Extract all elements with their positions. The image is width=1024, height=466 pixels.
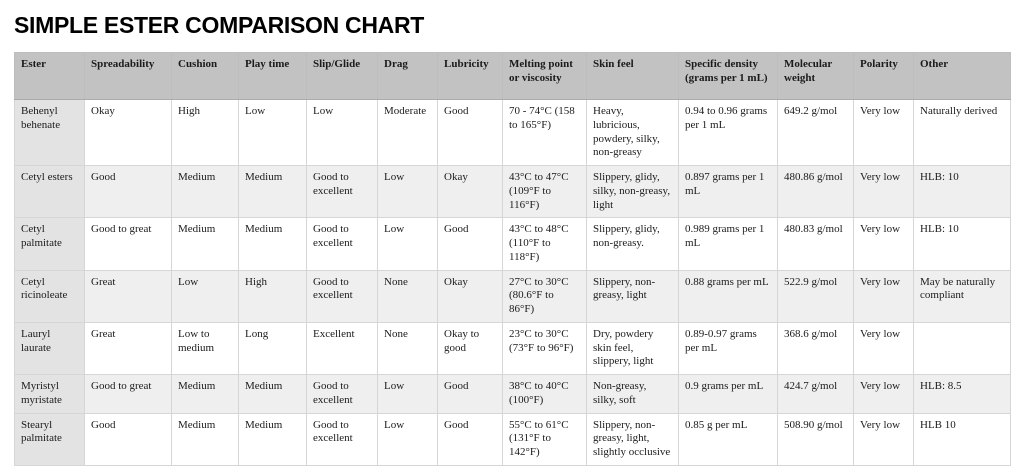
cell: Good to great xyxy=(85,375,172,414)
cell: HLB: 10 xyxy=(914,218,1011,270)
cell: Dry, powdery skin feel, slippery, light xyxy=(587,322,679,374)
cell: Good xyxy=(438,375,503,414)
cell: 0.85 g per mL xyxy=(679,413,778,465)
column-header-spreadability: Spreadability xyxy=(85,53,172,100)
cell: Good xyxy=(438,218,503,270)
cell: Very low xyxy=(854,322,914,374)
cell: Low xyxy=(307,100,378,166)
cell: 424.7 g/mol xyxy=(778,375,854,414)
cell: Good to excellent xyxy=(307,218,378,270)
cell: HLB 10 xyxy=(914,413,1011,465)
cell xyxy=(914,322,1011,374)
cell: 368.6 g/mol xyxy=(778,322,854,374)
cell: Low xyxy=(378,166,438,218)
cell: 0.9 grams per mL xyxy=(679,375,778,414)
column-header-skin-feel: Skin feel xyxy=(587,53,679,100)
cell: Heavy, lubricious, powdery, silky, non-greasy xyxy=(587,100,679,166)
cell: 0.94 to 0.96 grams per 1 mL xyxy=(679,100,778,166)
table-row xyxy=(15,166,1011,218)
cell: 0.989 grams per 1 mL xyxy=(679,218,778,270)
column-header-molecular-weight: Molecular weight xyxy=(778,53,854,100)
cell: Good xyxy=(438,413,503,465)
cell: 480.83 g/mol xyxy=(778,218,854,270)
cell: Great xyxy=(85,270,172,322)
row-header-cell: Cetyl esters xyxy=(15,166,85,218)
cell: Good xyxy=(438,100,503,166)
header-row xyxy=(15,53,1011,100)
cell: Very low xyxy=(854,218,914,270)
cell: May be naturally compliant xyxy=(914,270,1011,322)
cell: 508.90 g/mol xyxy=(778,413,854,465)
cell: Okay xyxy=(438,166,503,218)
cell: 70 - 74°C (158 to 165°F) xyxy=(503,100,587,166)
cell: Moderate xyxy=(378,100,438,166)
column-header-polarity: Polarity xyxy=(854,53,914,100)
cell: 38°C to 40°C (100°F) xyxy=(503,375,587,414)
cell: Great xyxy=(85,322,172,374)
cell: 43°C to 47°C (109°F to 116°F) xyxy=(503,166,587,218)
cell: Okay xyxy=(438,270,503,322)
cell: High xyxy=(172,100,239,166)
cell: Good to excellent xyxy=(307,166,378,218)
column-header-play-time: Play time xyxy=(239,53,307,100)
cell: Very low xyxy=(854,166,914,218)
cell: Long xyxy=(239,322,307,374)
cell: Medium xyxy=(172,166,239,218)
cell: 480.86 g/mol xyxy=(778,166,854,218)
cell: Non-greasy, silky, soft xyxy=(587,375,679,414)
cell: HLB: 10 xyxy=(914,166,1011,218)
row-header-cell: Cetyl ricinoleate xyxy=(15,270,85,322)
column-header-drag: Drag xyxy=(378,53,438,100)
table-row xyxy=(15,270,1011,322)
cell: Medium xyxy=(172,218,239,270)
cell: Good to excellent xyxy=(307,375,378,414)
table-row xyxy=(15,218,1011,270)
cell: 522.9 g/mol xyxy=(778,270,854,322)
cell: Good to great xyxy=(85,218,172,270)
cell: Very low xyxy=(854,413,914,465)
cell: Low xyxy=(378,413,438,465)
cell: 43°C to 48°C (110°F to 118°F) xyxy=(503,218,587,270)
cell: Good to excellent xyxy=(307,413,378,465)
cell: Good xyxy=(85,166,172,218)
cell: None xyxy=(378,270,438,322)
page-title: SIMPLE ESTER COMPARISON CHART xyxy=(14,12,425,38)
cell: None xyxy=(378,322,438,374)
column-header-specific-density-grams-per-1-ml: Specific density (grams per 1 mL) xyxy=(679,53,778,100)
column-header-cushion: Cushion xyxy=(172,53,239,100)
cell: Low xyxy=(239,100,307,166)
column-header-other: Other xyxy=(914,53,1011,100)
cell: Slippery, glidy, non-greasy. xyxy=(587,218,679,270)
cell: 0.89-0.97 grams per mL xyxy=(679,322,778,374)
table-row xyxy=(15,375,1011,414)
cell: Very low xyxy=(854,270,914,322)
row-header-cell: Myristyl myristate xyxy=(15,375,85,414)
cell: Slippery, non-greasy, light, slightly occlusive xyxy=(587,413,679,465)
column-header-ester: Ester xyxy=(15,53,85,100)
cell: Good xyxy=(85,413,172,465)
cell: Low xyxy=(378,375,438,414)
table-row xyxy=(15,413,1011,465)
cell: 0.897 grams per 1 mL xyxy=(679,166,778,218)
cell: Medium xyxy=(239,375,307,414)
column-header-melting-point-or-viscosity: Melting point or viscosity xyxy=(503,53,587,100)
cell: Okay to good xyxy=(438,322,503,374)
cell: High xyxy=(239,270,307,322)
cell: 23°C to 30°C (73°F to 96°F) xyxy=(503,322,587,374)
cell: 0.88 grams per mL xyxy=(679,270,778,322)
cell: Good to excellent xyxy=(307,270,378,322)
cell: HLB: 8.5 xyxy=(914,375,1011,414)
column-header-lubricity: Lubricity xyxy=(438,53,503,100)
cell: Medium xyxy=(239,166,307,218)
row-header-cell: Lauryl laurate xyxy=(15,322,85,374)
cell: 649.2 g/mol xyxy=(778,100,854,166)
cell: Slippery, non-greasy, light xyxy=(587,270,679,322)
ester-comparison-table xyxy=(14,52,1011,466)
cell: Okay xyxy=(85,100,172,166)
cell: Slippery, glidy, silky, non-greasy, light xyxy=(587,166,679,218)
column-header-slip-glide: Slip/Glide xyxy=(307,53,378,100)
cell: Excellent xyxy=(307,322,378,374)
row-header-cell: Stearyl palmitate xyxy=(15,413,85,465)
cell: Very low xyxy=(854,375,914,414)
cell: Low xyxy=(378,218,438,270)
cell: 27°C to 30°C (80.6°F to 86°F) xyxy=(503,270,587,322)
cell: Very low xyxy=(854,100,914,166)
cell: Medium xyxy=(172,413,239,465)
cell: Medium xyxy=(239,413,307,465)
cell: 55°C to 61°C (131°F to 142°F) xyxy=(503,413,587,465)
cell: Low xyxy=(172,270,239,322)
table-header xyxy=(15,53,1011,100)
row-header-cell: Behenyl behenate xyxy=(15,100,85,166)
cell: Naturally derived xyxy=(914,100,1011,166)
table-row xyxy=(15,100,1011,166)
table-body xyxy=(15,100,1011,466)
cell: Medium xyxy=(172,375,239,414)
cell: Medium xyxy=(239,218,307,270)
table-row xyxy=(15,322,1011,374)
cell: Low to medium xyxy=(172,322,239,374)
row-header-cell: Cetyl palmitate xyxy=(15,218,85,270)
